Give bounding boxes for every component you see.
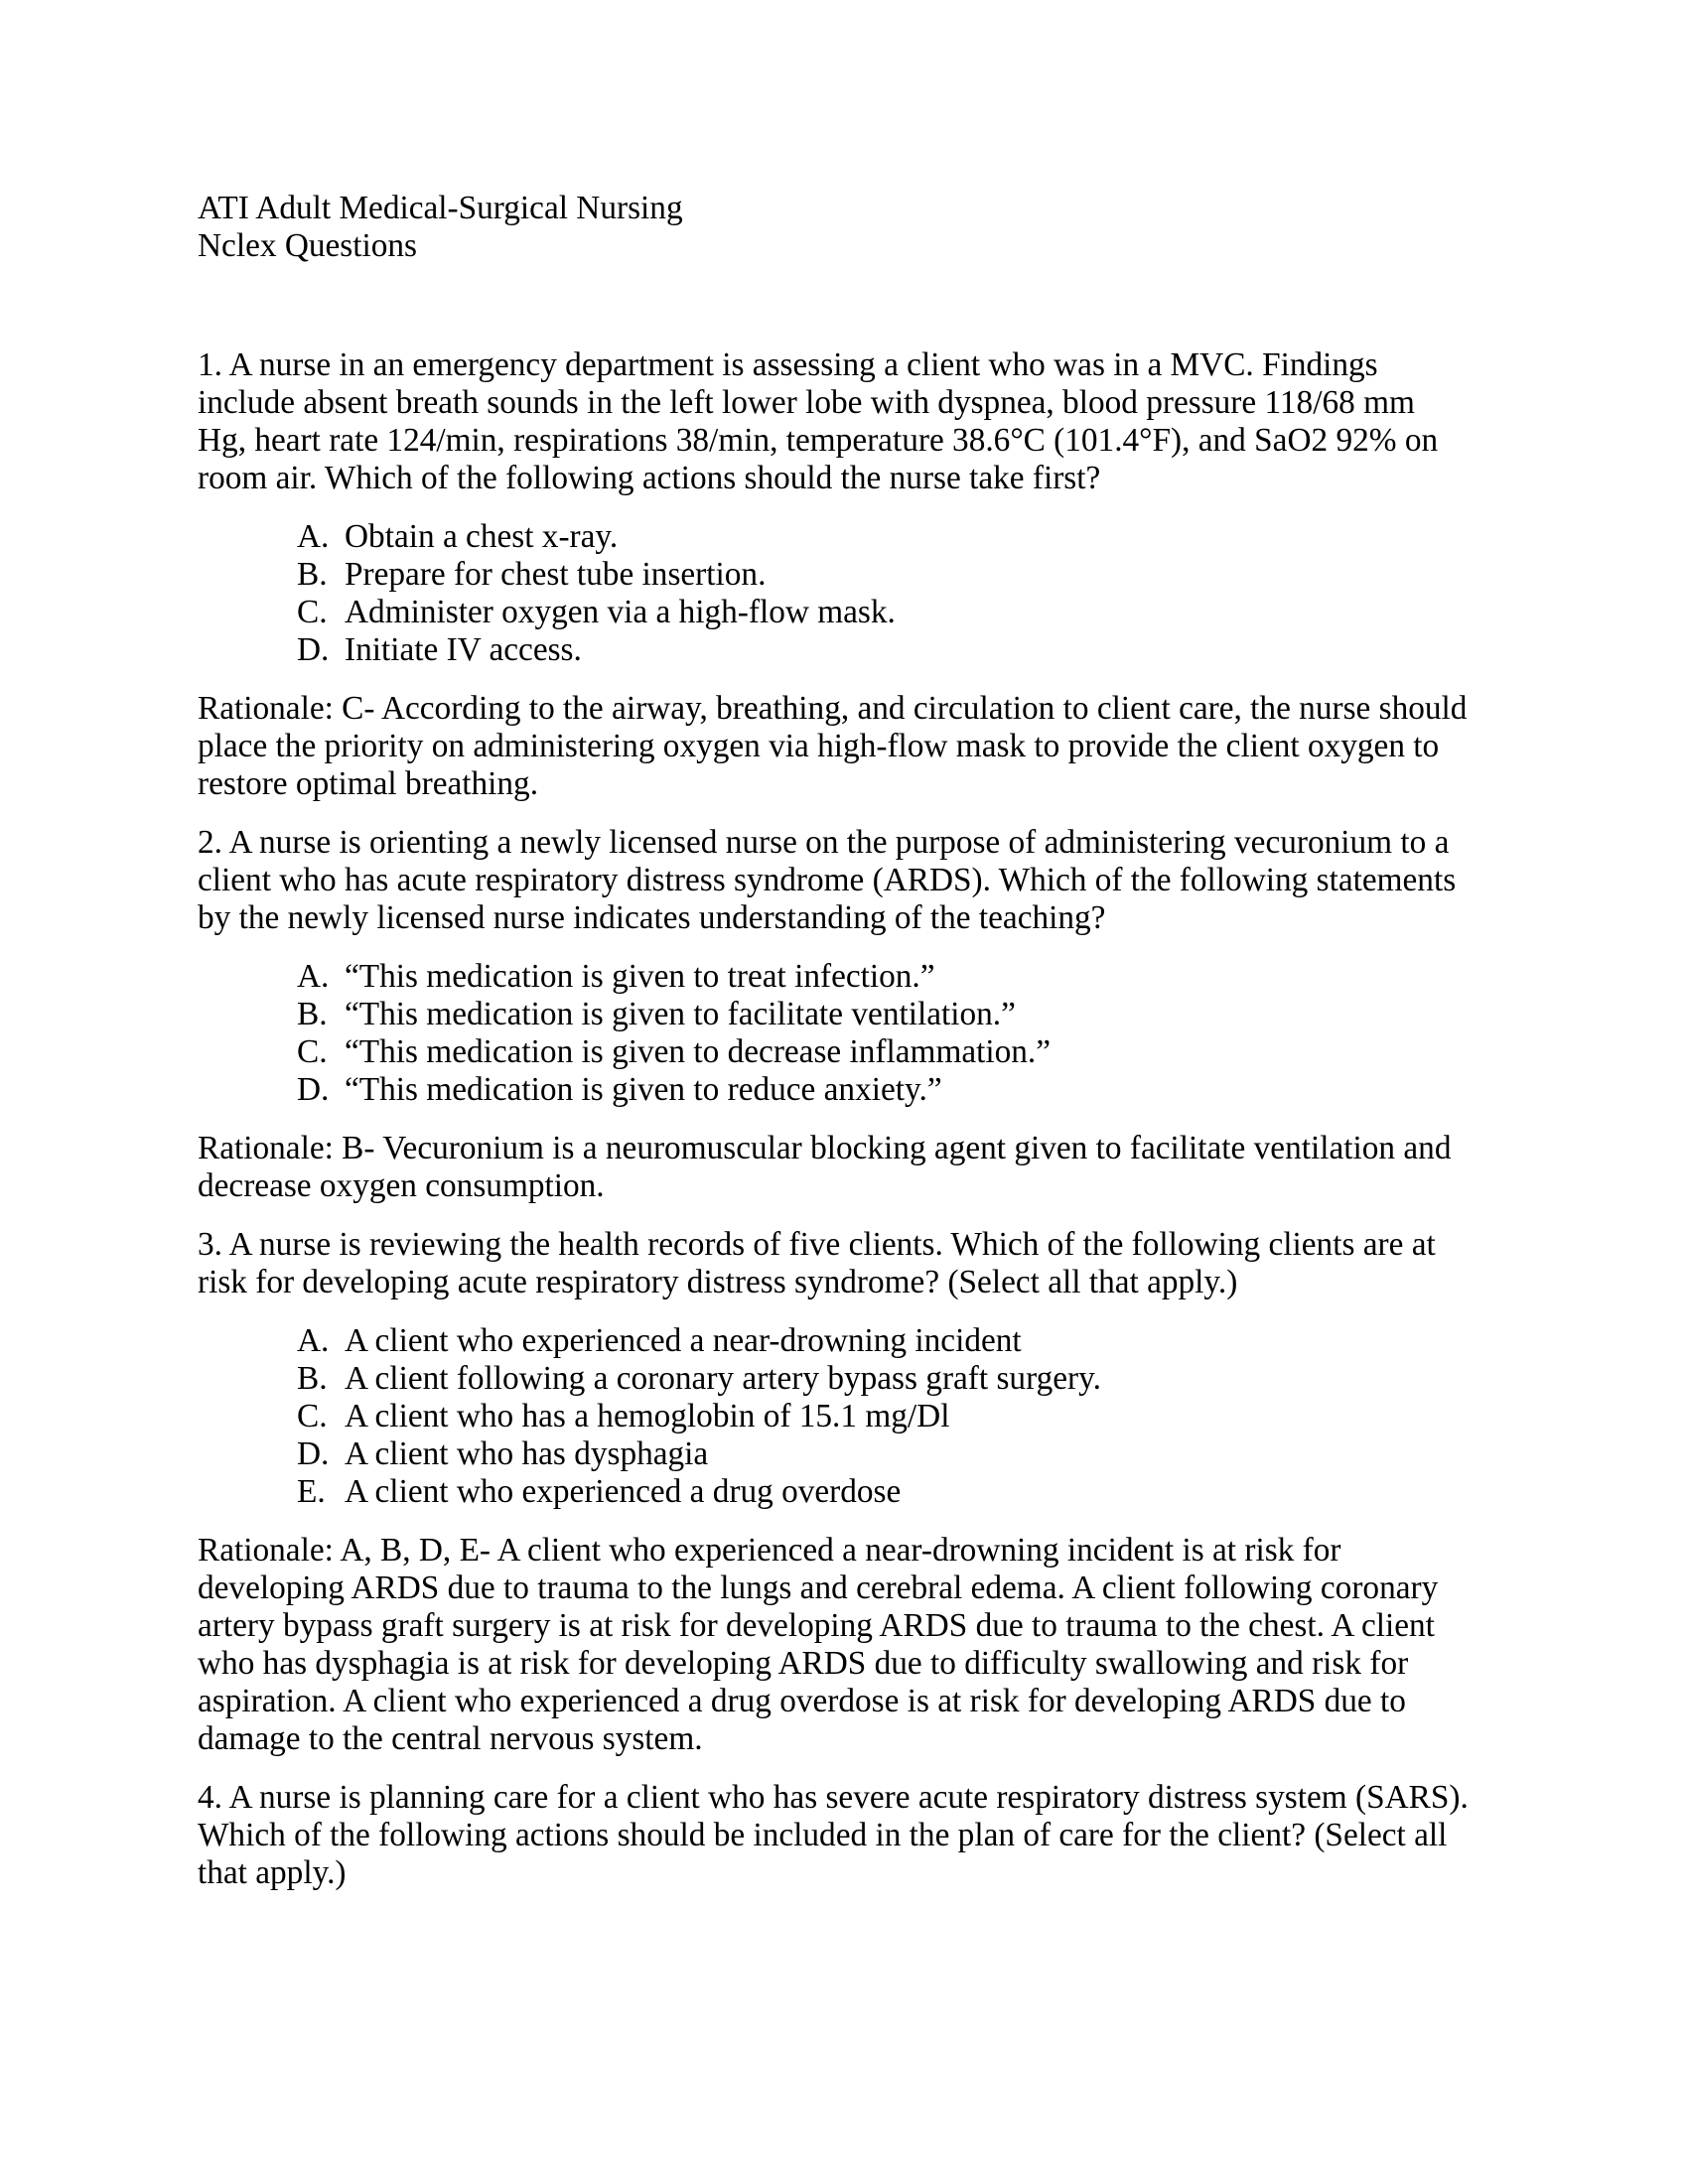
option-letter: A. [297,1322,330,1359]
option [198,1322,1471,1360]
question-2-options [198,958,1471,1109]
question-4-stem: 4. A nurse is planning care for a client who has severe acute respiratory distress system (SARS). Which of the following actions should be included in the plan of care for the client? (Select all that apply.) [198,1779,1469,1891]
option-letter: D. [297,1071,330,1108]
question-1-rationale: Rationale: C- According to the airway, breathing, and circulation to client care, the nurse should place the priority on administering oxygen via high-flow mask to provide the client oxygen to restore optimal breathing. [198,690,1468,802]
question-1-stem: 1. A nurse in an emergency department is assessing a client who was in a MVC. Findings include absent breath sounds in the left lower lobe with dyspnea, blood pressure 118/68 mm Hg, heart rate 124/min, respirations 38/min, temperature 38.6°C (101.4°F), and SaO2 92% on room air. Which of the following actions should the nurse take first? [198,346,1439,496]
document-title: ATI Adult Medical-Surgical Nursing [198,190,683,226]
option-text: “This medication is given to reduce anxiety.” [345,1071,942,1108]
option-text: A client who experienced a near-drowning incident [345,1322,1022,1359]
option-text: A client who has a hemoglobin of 15.1 mg/Dl [345,1398,950,1434]
option [198,958,1471,996]
option-letter: B. [297,996,328,1032]
option-letter: B. [297,556,328,593]
option [198,1398,1471,1435]
option-text: A client who has dysphagia [345,1435,709,1472]
option-letter: D. [297,631,330,668]
question-3-rationale: Rationale: A, B, D, E- A client who experienced a near-drowning incident is at risk for developing ARDS due to trauma to the lungs and cerebral edema. A client following coronary artery bypass graft surgery is at risk for developing ARDS due to trauma to the chest. A client who has dysphagia is at risk for developing ARDS due to difficulty swallowing and risk for aspiration. A client who experienced a drug overdose is at risk for developing ARDS due to damage to the central nervous system. [198,1532,1439,1757]
option [198,518,1471,556]
option-letter: C. [297,1033,328,1070]
option-text: “This medication is given to treat infection.” [345,958,935,995]
option [198,996,1471,1033]
document-subtitle: Nclex Questions [198,227,418,264]
question-3-options [198,1322,1471,1511]
option-text: Initiate IV access. [345,631,582,668]
option [198,1435,1471,1473]
option [198,556,1471,594]
option [198,1360,1471,1398]
option [198,1033,1471,1071]
option [198,631,1471,669]
option-text: “This medication is given to facilitate ventilation.” [345,996,1016,1032]
option-text: Obtain a chest x-ray. [345,518,619,555]
document-page [198,190,1471,1913]
option-letter: C. [297,594,328,630]
option-letter: D. [297,1435,330,1472]
option [198,1473,1471,1511]
option-letter: B. [297,1360,328,1397]
option-text: Prepare for chest tube insertion. [345,556,767,593]
option-letter: C. [297,1398,328,1434]
question-3-stem: 3. A nurse is reviewing the health records of five clients. Which of the following clients are at risk for developing acute respiratory distress syndrome? (Select all that apply.) [198,1226,1436,1300]
option-text: Administer oxygen via a high-flow mask. [345,594,896,630]
option [198,594,1471,631]
option-text: A client following a coronary artery bypass graft surgery. [345,1360,1101,1397]
option-letter: E. [297,1473,326,1510]
option-text: “This medication is given to decrease inflammation.” [345,1033,1052,1070]
question-1-options [198,518,1471,669]
option-text: A client who experienced a drug overdose [345,1473,902,1510]
question-2-stem: 2. A nurse is orienting a newly licensed nurse on the purpose of administering vecuronium to a client who has acute respiratory distress syndrome (ARDS). Which of the following statements by the newly licensed nurse indicates understanding of the teaching? [198,824,1457,936]
option [198,1071,1471,1109]
option-letter: A. [297,958,330,995]
option-letter: A. [297,518,330,555]
question-2-rationale: Rationale: B- Vecuronium is a neuromuscular blocking agent given to facilitate ventilation and decrease oxygen consumption. [198,1130,1452,1204]
